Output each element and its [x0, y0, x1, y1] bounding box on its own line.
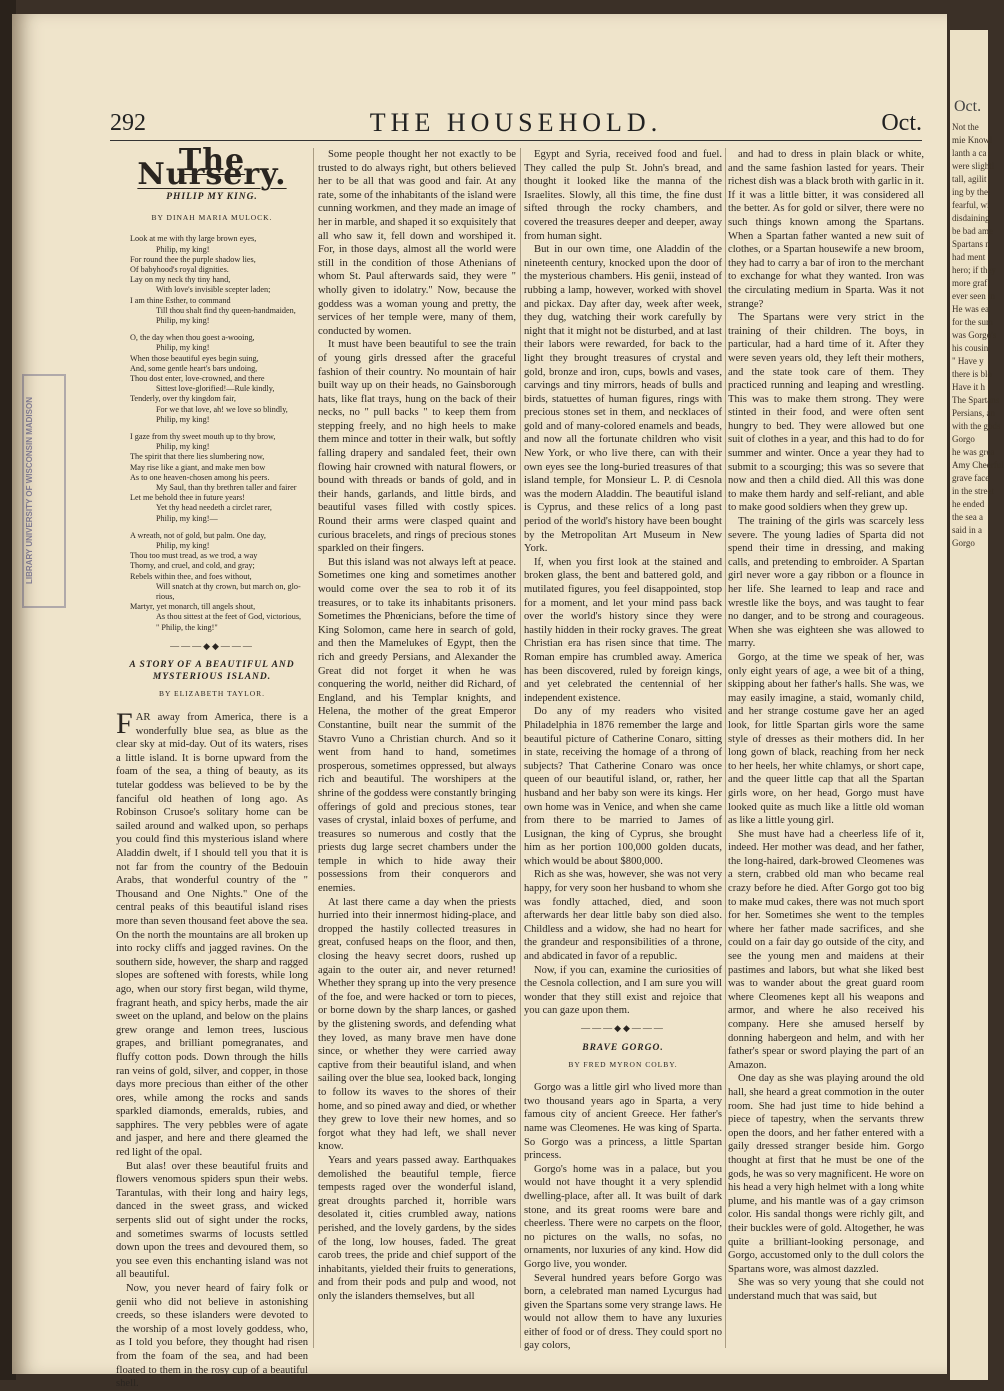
adjacent-page-fragment: the sea a	[952, 512, 983, 522]
poem-line: A wreath, not of gold, but palm. One day,	[130, 530, 266, 540]
poem-line: Martyr, yet monarch, till angels shout,	[130, 602, 256, 612]
adjacent-page-fragment: said in a	[952, 525, 982, 535]
adjacent-page-fragment: mie Knowl	[952, 135, 993, 145]
poem-line: And, some gentle heart's bars undoing,	[130, 363, 258, 373]
adjacent-page-fragment: He was ea	[952, 304, 989, 314]
adjacent-page-fragment: Not the	[952, 122, 979, 132]
page-header	[110, 108, 922, 138]
story-paragraph: She must have had a cheerless life of it, indeed. Her mother was dead, and her father, the long-haired, dark-browed Cleomenes was a stern, crabbed old man who became real crazy before he died. After Gorgo got too big to make mud cakes, there was not much sport for her. Sometimes she went to the temples where her father made sacrifices, and she could on a fair day go outside of the city, and see the young men and maidens at their pastimes and labors, but what she liked best was to wander about the great guard room where Cleomenes kept all his weapons and armor, and where he also received his company. Here she amused herself by donning habergeon and helm, and with her father's spear or sword playing the part of an Amazon.	[728, 828, 924, 1071]
poem-line: Look at me with thy large brown eyes,	[130, 234, 257, 244]
poem-line: Philip, my king!	[156, 343, 210, 353]
adjacent-page-fragment: ever seen in	[952, 291, 995, 301]
poem-line: I am thine Esther, to command	[130, 295, 231, 305]
story-paragraph: Gorgo's home was in a palace, but you would not have thought it a very splendid dwelling-place, after all. It was built of dark stone, and its great rooms were bare and cheerless. There were no carpets on the floor, no pictures on the walls, no sofas, no ornaments, nor luxuries of any kind. How did Gorgo live, you wonder.	[524, 1163, 722, 1270]
adjacent-page-fragment: Have it h	[952, 382, 985, 392]
poem-line: The spirit that there lies slumbering now,	[130, 452, 265, 462]
poem-title: PHILIP MY KING.	[166, 192, 258, 203]
column-rule	[313, 148, 314, 1348]
adjacent-page-text	[950, 121, 1004, 550]
poem-line: Lay on my neck thy tiny hand,	[130, 275, 231, 285]
adjacent-page-fragment: ing by the	[952, 187, 988, 197]
story-paragraph: Some people thought her not exactly to be trusted to do always right, but others believed her to be all that was good and fair. At any rate, some of the inhabitants of the island were cunning workmen, and they made an image of her in marble, and shaped it so exquisitely that all who saw it, fell down and worshiped it. For, in those days, almost all the world were still in the condition of those Athenians of whom St. Paul afterwards said, they were " wholly given to idolatry." Now, because the goddess was a woman young and pretty, the services of her temple were, many of them, conducted by women.	[318, 149, 516, 337]
publication-title: THE HOUSEHOLD.	[369, 108, 663, 137]
poem-line: Philip, my king!	[156, 442, 210, 452]
adjacent-page-fragment: there is blo	[952, 369, 992, 379]
story-paragraph: Gorgo was a little girl who lived more than two thousand years ago in Sparta, a very famous city of ancient Greece. Her father's name was Cleomenes. He was king of Sparta. So Gorgo was a princess, a little Spartan princess.	[524, 1082, 722, 1162]
poem-line: Thorny, and cruel, and cold, and gray;	[130, 561, 255, 571]
story-paragraph: FAR away from America, there is a wonderfully blue sea, as blue as the clear sky at mid-day. Out of its waters, rises a little island. It is borne upward from the foam of the sea, a thing of beauty, as its tutelar goddess was believed to be by the fanciful old heathen of long ago. As Robinson Crusoe's solitary home can be sailed around and walked upon, so perhaps you could find this mysterious island where Aladdin dwelt, if I should tell you that it is not far from the country of the Bedouin Arabs, that wonderful country of the " Thousand and One Nights." One of the central peaks of this beautiful island rises more than seven thousand feet above the sea. On the north the mountains are all broken up into rocky cliffs and jagged ravines. On the southern side, however, the sharp and ragged slopes are softened with forests, while long ago, when our story first began, wild thyme, fragrant heath, and spicy herbs, made the air sweet on the upland, and below on the plains grew orange and lemon trees, luscious grapes, and brilliant pomegranates, and fluffy cotton pods. Down through the hills ran veins of gold, silver, and copper, in those days more precious than either of the other ores, while among the rocks and sands sparkled diamonds, emeralds, rubies, and sapphires. The very pebbles were of agate and jasper, and here and there gleamed the red light of the opal.	[116, 707, 308, 1159]
adjacent-page-edge	[950, 30, 1004, 1380]
drop-cap: F	[116, 707, 133, 741]
poem-line: May rise like a giant, and make men bow	[130, 462, 266, 472]
adjacent-page-fragment: was Gorgo's	[952, 330, 997, 340]
section-ornament: ———◆◆———	[170, 640, 254, 651]
poem-line: O, the day when thou goest a-wooing,	[130, 333, 255, 343]
story-paragraph: Now, you never heard of fairy folk or genii who did not believe in astonishing creeds, so these islanders were devoted to the worship of a most lovely goddess, who, as I told you before, they thought had risen from the foam of the sea, and had been floated to them in the rosy cup of a beautiful shell.	[116, 1283, 308, 1390]
story-paragraph: It must have been beautiful to see the train of young girls dressed after the graceful fashion of their country. No mountain of hair built way up on their heads, no Gainsborough hats, like flat trays, hung on the back of their necks, no " pull backs " to keep them from stepping freely, and no high heels to make them mince and totter in their walk, but softly falling drapery and sandaled feet, their own flowing hair crowned with natural flowers, or bound with threads or bands of gold, and in their hands, garlands, and little birds, and beautiful vases filled with costly spices. Round their arms were clasped quaint and curious bracelets, and rings of precious stones sparkled on their fingers.	[318, 339, 516, 555]
poem-line: When those beautiful eyes begin suing,	[130, 353, 259, 363]
section-ornament: ———◆◆———	[581, 1023, 665, 1033]
poem-line: Will snatch at thy crown, but march on, glo-	[156, 581, 301, 591]
section-masthead: The Nursery.	[137, 143, 287, 192]
poem-line: Thou too must tread, as we trod, a way	[130, 551, 258, 561]
poem-line: Sittest love-glorified!—Rule kindly,	[156, 384, 275, 394]
column-2	[318, 148, 516, 1348]
poem-line: Philip, my king!—	[156, 513, 218, 523]
adjacent-page-fragment: with the gods	[952, 421, 1001, 431]
poem-line: With love's invisible scepter laden;	[156, 285, 271, 295]
poem-line: Tenderly, over thy kingdom fair,	[130, 394, 236, 404]
poem-line: " Philip, the king!"	[156, 622, 218, 632]
poem-line: Of babyhood's royal dignities.	[130, 264, 229, 274]
story-title: BRAVE GORGO.	[582, 1042, 664, 1053]
story-paragraph: and had to dress in plain black or white, and the same fashion lasted for years. Their richest dish was a black broth with garlic in it. If it was a little bitter, it was considered all the better. As for gold or silver, there were no such things known among the Spartans. When a Spartan father wanted a new suit of clothes, or a Spartan housewife a new broom, they had to carry a bar of iron to the merchant to exchange for what they wanted. Iron was the circulating medium in Sparta. Was it not strange?	[728, 149, 924, 310]
story-paragraph: Rich as she was, however, she was not very happy, for very soon her husband to whom she was fondly attached, died, and soon afterwards her dear little baby son died also. Childless and a widow, she had no heart for the grandeur and responsibilities of a throne, and abdicated in favor of a republic.	[524, 869, 722, 963]
adjacent-page-fragment: had ment	[952, 252, 986, 262]
adjacent-page-fragment: Amy Cheerful	[952, 460, 1004, 470]
adjacent-page-fragment: tall, agilit	[952, 174, 987, 184]
poem-stanza	[130, 531, 308, 633]
poem-stanza	[130, 234, 308, 326]
story-paragraph: Years and years passed away. Earthquakes demolished the beautiful temple, fierce tempests raged over the wonderful island, great droughts parched it, horrible wars desolated it, cities crumbled away, nations perished, and the lovely gardens, by the sides of the long, low houses, faded. The great carob trees, the pride and chief support of the inhabitants, yielded their fruits to generations, and from their pods and pulp and wood, not only the islanders themselves, but all	[318, 1154, 516, 1302]
poem-line: Yet thy head needeth a circlet rarer,	[156, 503, 272, 513]
poem-line: Let me behold thee in future years!	[130, 493, 246, 503]
story-title: A STORY OF A BEAUTIFUL AND MYSTERIOUS ISLAND.	[129, 660, 295, 683]
story-paragraph: But in our own time, one Aladdin of the nineteenth century, knocked upon the door of the mysterious chambers. His genii, instead of rubbing a lamp, however, worked with shovel and pickax. Day after day, week after week, they dug, watching their work carefully by night that it might not be disturbed, and at last their labors were rewarded, for back to the light they brought treasures of crystal and gold, bronze and iron, cups, bowls and vases, carvings and tiny mirrors, heads of bulls and birds, statuettes of human figures, rings with precious stones set in them, and necklaces of gold and of many-colored enamels and beads, and now all the fortunate children who visit New York, or who live there, can with their own eyes see the long-buried treasures of that island temple, for Monsieur L. P. di Cesnola was the modern Aladdin. The beautiful island is Cyprus, and these relics of a long past period of the world's history have been bought by the Metropolitan Art Museum in New York.	[524, 244, 722, 555]
story-paragraph: Now, if you can, examine the curiosities of the Cesnola collection, and I am sure you will wonder that they still exist and rejoice that you can gaze upon them.	[524, 964, 722, 1017]
story-paragraph: If, when you first look at the stained and broken glass, the bent and battered gold, and mutilated figures, you feel disappointed, stop for a moment, and let your mind pass back over the world's history since they were hastily hidden in their rocky graves. The great Christian era has risen since that time. The Roman empire has crumbled away. America has been discovered, ruled by foreign kings, and yet celebrated the centennial of her independent existence.	[524, 556, 722, 704]
poem-body	[130, 234, 308, 633]
poem-line: rious,	[156, 592, 175, 602]
column-4	[728, 148, 924, 1348]
story-paragraph: Egypt and Syria, received food and fuel. They called the pulp St. John's bread, and thought it looked like the manna of the Israelites. Slowly, all this time, the fine dust sifted through the rocky chambers, and covered the treasures deeper and deeper, away from human sight.	[524, 149, 722, 242]
story-paragraph: She was so very young that she could not understand much that was said, but	[728, 1277, 924, 1302]
adjacent-page-fragment: lanth a ca	[952, 148, 987, 158]
issue-month: Oct.	[881, 110, 922, 136]
column-1	[116, 143, 308, 1390]
poem-stanza	[130, 432, 308, 524]
adjacent-page-fragment: Gorgo	[952, 434, 975, 444]
adjacent-page-fragment: he ended	[952, 499, 985, 509]
poem-line: Thou dost enter, love-crowned, and there	[130, 374, 265, 384]
adjacent-page-fragment: were slightl	[952, 161, 995, 171]
header-rule	[110, 140, 922, 141]
story-paragraph: Gorgo, at the time we speak of her, was only eight years of age, a wee bit of a thing, skipping about her father's halls. She was, we may easily imagine, a staid, womanly child, and her strange costume gave her an aged look, for little Spartan girls wore the same style of dresses as their mothers did. In her long gown of black, reaching from her neck to her heels, her white chlamys, or short cape, and the queer little cap that all the Spartan girls wore, on her head, Gorgo must have looked quite as much like a little old woman as like a little young girl.	[728, 651, 924, 827]
poem-line: Philip, my king!	[156, 316, 210, 325]
story-paragraph: But this island was not always left at peace. Sometimes one king and sometimes another would come over the sea to rob it of its treasures, or to take its inhabitants prisoners. Sometimes the Phœnicians, before the time of King Solomon, came here in search of gold, and then the Mamelukes of Egypt, then the rich and greedy Persians, and Alexander the Great did not forget it when he was conquering the world, neither did Richard, of England, and his Templar knights, and Helena, the mother of the great Emperor Constantine, built near the summit of the Stavro Vuno a Christian church. And so it went from hand to hand, sometimes prosperous, sometimes oppressed, but always rich and beautiful. The worshipers at the shrine of the goddess were constantly bringing offerings of gold and precious stones, tear vases of crystal, inlaid boxes of perfume, and treasures so numerous and costly that the priests dug large secret chambers under the temple in which to hide away their possessions from their conquerors and enemies.	[318, 556, 516, 895]
adjacent-page-fragment: hero; if they	[952, 265, 996, 275]
adjacent-page-fragment: The Spartans	[952, 395, 1000, 405]
poem-line: For round thee the purple shadow lies,	[130, 254, 256, 264]
poem-line: My Saul, than thy brethren taller and fairer	[156, 483, 297, 493]
adjacent-page-fragment: he was grea	[952, 447, 995, 457]
page-number: 292	[110, 110, 146, 136]
adjacent-page-fragment: disdaining	[952, 213, 990, 223]
poem-stanza	[130, 333, 308, 425]
story-paragraph: One day as she was playing around the old hall, she heard a great commotion in the outer room. She had just time to hide behind a piece of tapestry, when the servants threw open the doors, and her father entered with a gaily dressed stranger beside him. Gorgo thought at first that he must be one of the gods, he was so very magnificent. He wore on his head a very high helmet with a long white plume, and his mantle was of a gay crimson color. His sandal thongs were richly gilt, and their buckles were of gold. Altogether, he was quite a brilliant-looking personage, and Gorgo, accustomed only to the dull colors the Spartans wore, was almost dazzled.	[728, 1073, 924, 1275]
adjacent-page-fragment: fearful, wi	[952, 200, 990, 210]
poem-line: For we that love, ah! we love so blindly,	[156, 404, 288, 414]
poem-line: Philip, my king!	[156, 414, 210, 424]
adjacent-page-fragment: Gorgo	[952, 538, 975, 548]
adjacent-page-fragment: in the street	[952, 486, 994, 496]
adjacent-page-fragment: Persians, an	[952, 408, 995, 418]
adjacent-page-fragment: Spartans n	[952, 239, 990, 249]
poem-line: As thou sittest at the feet of God, victorious,	[156, 612, 302, 622]
adjacent-page-month: Oct.	[954, 98, 982, 115]
story-paragraph: Several hundred years before Gorgo was born, a celebrated man named Lycurgus had given the Spartans some very strange laws. He would not allow them to have any luxuries either of food or of dress. They could sport no gay colors,	[524, 1272, 722, 1352]
adjacent-page-fragment: " Have y	[952, 356, 984, 366]
poem-line: Till thou shalt find thy queen-handmaiden,	[156, 305, 296, 315]
adjacent-page-fragment: grave face	[952, 473, 990, 483]
adjacent-page-fragment: his cousin	[952, 343, 989, 353]
adjacent-page-fragment: for the sum	[952, 317, 993, 327]
poem-line: Rebels within thee, and foes without,	[130, 571, 252, 581]
story-paragraph: The training of the girls was scarcely less severe. The young ladies of Sparta did not spend their time in dressing, and making calls, and pretending to embroider. A Spartan girl never wore a gay ribbon or a flounce in her life. She learned to leap and race and wrestle like the boys, and was taught to fear no danger, and to be strong and courageous. When she was eighteen she was allowed to marry.	[728, 516, 924, 650]
poem-line: Philip, my king!	[156, 541, 210, 551]
column-rule	[520, 148, 521, 1348]
story-paragraph: Do any of my readers who visited Philadelphia in 1876 remember the large and beautiful picture of Catherine Conaro, sitting in state, receiving the homage of a throng of subjects? That Catherine Conaro was once queen of our beautiful island, or, rather, her husband and her baby son were its kings. Her own home was in Venice, and when she came from there to be married to James of Lusignan, the king of Cyprus, she brought him as her portion 100,000 golden ducats, which would be about $800,000.	[524, 706, 722, 867]
story-author: BY ELIZABETH TAYLOR.	[159, 689, 265, 699]
poem-line: As to one heaven-chosen among his peers.	[130, 472, 270, 482]
column-3	[524, 148, 722, 1352]
story-paragraph: But alas! over these beautiful fruits and flowers venomous spiders spun their webs. Tarantulas, with their long and hairy legs, danced in the sweet grass, and wicked serpents slid out of sight under the rocks, and sometimes swarms of locusts settled down upon the trees and devoured them, so you see even this enchanting island was not all beautiful.	[116, 1160, 308, 1281]
poem-author: BY DINAH MARIA MULOCK.	[151, 212, 273, 222]
story-author: BY FRED MYRON COLBY.	[568, 1059, 678, 1069]
adjacent-page-fragment: more graf	[952, 278, 988, 288]
poem-line: I gaze from thy sweet mouth up to thy brow,	[130, 432, 276, 442]
adjacent-page-fragment: be bad ame	[952, 226, 993, 236]
library-stamp: LIBRARY UNIVERSITY OF WISCONSIN MADISON	[22, 374, 66, 608]
story-paragraph: At last there came a day when the priests hurried into their innermost hiding-place, and dropped the hastily collected treasures in great, confused heaps on the floor, and then, closing the heavy secret doors, rushed up again to the outer air, and never returned! Whether they sprang up into the very presence of the foe, and were hacked or torn to pieces, or borne down by the sharp lances, or gashed by the glistening swords, and defending what they loved, as many brave men have done since, or whether they were carried away captive from their beautiful island, and when sailing over the blue sea, looked back, longing to follow its waves to the shores of their home, and so pined away and died, or whether they grew to love their new homes, and so forgot what they had left, we shall never know.	[318, 896, 516, 1153]
story-paragraph: The Spartans were very strict in the training of their children. The boys, in particular, had a hard time of it. After they were seven years old, they left their mothers, and the state took care of them. They practiced running and leaping and wrestling. This was to make them strong. They were stinted in their food, and were often sent hungry to bed. They were allowed but one suit of clothes in a year, and this had to do for summer and winter. Once a year they had to submit to a scourging; this was so severe that now and then a child died. All this was done to make them hardy and self-reliant, and able to make good soldiers when they grew up.	[728, 312, 924, 514]
poem-line: Philip, my king!	[156, 244, 210, 254]
column-rule	[725, 148, 726, 1348]
